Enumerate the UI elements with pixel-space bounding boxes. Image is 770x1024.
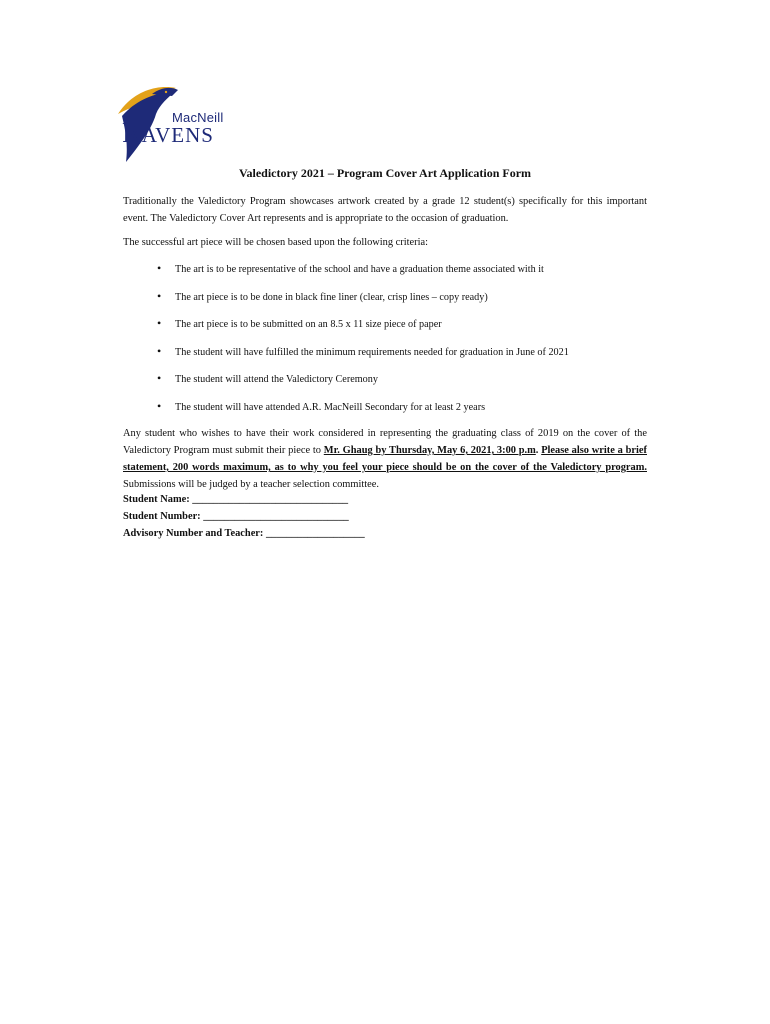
- school-logo: [112, 84, 242, 168]
- student-name-field[interactable]: Student Name: ______________________________: [123, 494, 349, 505]
- bullet-icon: •: [157, 371, 162, 385]
- logo-text-ravens: [122, 118, 214, 150]
- criteria-item: The art is to be representative of the school and have a graduation theme associated with it: [175, 264, 544, 275]
- criteria-item: The student will attend the Valedictory Ceremony: [175, 374, 378, 385]
- criteria-item: The art piece is to be submitted on an 8.5 x 11 size piece of paper: [175, 319, 442, 330]
- bullet-icon: •: [157, 261, 162, 275]
- submission-paragraph: [123, 425, 647, 493]
- student-number-field[interactable]: Student Number: ____________________________: [123, 511, 349, 522]
- criteria-intro: The successful art piece will be chosen based upon the following criteria:: [123, 237, 428, 248]
- criteria-item: The art piece is to be done in black fine liner (clear, crisp lines – copy ready): [175, 292, 488, 303]
- bullet-icon: •: [157, 344, 162, 358]
- judging-note: Submissions will be judged by a teacher selection committee.: [123, 479, 379, 490]
- criteria-item: The student will have attended A.R. MacNeill Secondary for at least 2 years: [175, 402, 486, 413]
- statement-instruction: Please also write a brief statement, 200 words maximum, as to why you feel your piece should be on the cover of the Valedictory program.: [123, 445, 647, 473]
- logo-rest: AVENS: [141, 123, 214, 147]
- logo-text-macneill: MacNeill: [172, 110, 224, 125]
- advisory-teacher-field[interactable]: Advisory Number and Teacher: ___________________: [123, 528, 365, 539]
- form-title: Valedictory 2021 – Program Cover Art Application Form: [238, 166, 532, 180]
- submission-deadline: Mr. Ghaug by Thursday, May 6, 2021, 3:00 p.m: [323, 445, 536, 456]
- bullet-icon: •: [157, 316, 162, 330]
- bullet-icon: •: [157, 289, 162, 303]
- logo-initial: R: [122, 118, 142, 149]
- deadline-period: .: [535, 445, 542, 456]
- bullet-icon: •: [157, 399, 162, 413]
- criteria-item: The student will have fulfilled the minimum requirements needed for graduation in June of 2021: [175, 347, 569, 358]
- intro-paragraph: Traditionally the Valedictory Program showcases artwork created by a grade 12 student(s) specifically for this important event. The Valedictory Cover Art represents and is appropriate to the occasion of graduation.: [123, 196, 647, 224]
- submission-text: Any student who wishes to have their work considered in representing the graduating class of 2019 on the cover of the Valedictory Program must submit their piece to: [123, 428, 647, 456]
